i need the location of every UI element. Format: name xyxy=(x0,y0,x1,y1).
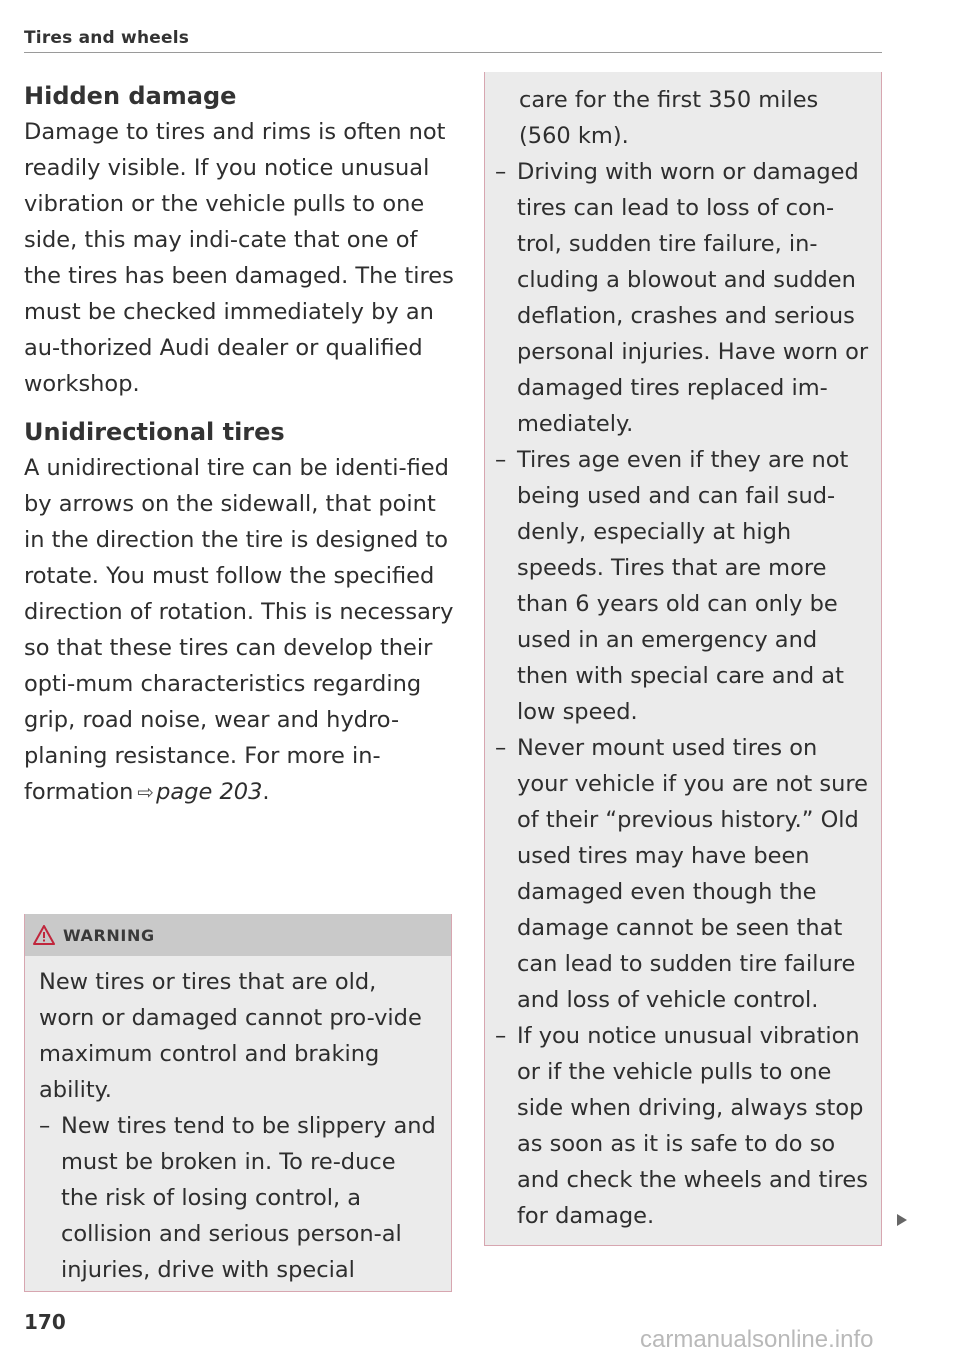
warning-triangle-icon xyxy=(33,925,55,945)
bullet-dash: – xyxy=(495,735,507,761)
warning-bullet xyxy=(39,1108,437,1288)
left-column xyxy=(24,78,454,810)
bullet-text: If you notice unusual vibration or if the vehicle pulls to one side when driving, always stop as soon as it is safe to do so and check the wheels and tires for damage. xyxy=(517,1023,868,1229)
warning-bullet xyxy=(495,442,871,730)
warning-bullet xyxy=(495,154,871,442)
bullet-dash: – xyxy=(495,159,507,185)
bullet-dash: – xyxy=(39,1113,51,1139)
bullet-dash: – xyxy=(495,1023,507,1049)
warning-box xyxy=(24,914,452,1292)
link-suffix: . xyxy=(262,779,270,805)
unidirectional-tires-body: A unidirectional tire can be identi-fied by arrows on the sidewall, that point in the direction the tire is designed to rotate. You must follow the specified direction of rotation. This is necessary so that these tires can develop their opti-mum characteristics regarding grip, road noise, wear and hydro-planing resistance. For more in-formation xyxy=(24,455,454,805)
bullet-dash: – xyxy=(495,447,507,473)
bullet-text: Driving with worn or damaged tires can lead to loss of con-trol, sudden tire failure, in-cluding a blowout and sudden deflation, crashes and serious personal injuries. Have worn or damaged tires replaced im-mediately. xyxy=(517,159,869,437)
hidden-damage-text: Damage to tires and rims is often not readily visible. If you notice unusual vibration or the vehicle pulls to one side, this may indi-cate that one of the tires has been damaged. The tires must be checked immediately by an au-thorized Audi dealer or qualified workshop. xyxy=(24,119,454,397)
unidirectional-tires-heading: Unidirectional tires xyxy=(24,418,285,446)
page-number: 170 xyxy=(24,1310,66,1334)
unidirectional-tires-text xyxy=(24,450,454,810)
arrow-right-icon: ⇨ xyxy=(137,780,155,804)
warning-bullet xyxy=(495,730,871,1018)
continue-arrow-icon xyxy=(897,1214,907,1226)
bullet-text: New tires tend to be slippery and must be broken in. To re-duce the risk of losing control, a collision and serious person-al injuries, drive with special xyxy=(61,1113,436,1283)
warning-header xyxy=(25,914,451,956)
bullet-text: Never mount used tires on your vehicle if you are not sure of their “previous history.” Old used tires may have been damaged even though the damage cannot be seen that can lead to sudden tire failure and loss of vehicle control. xyxy=(517,735,868,1013)
bullet-continuation: care for the first 350 miles (560 km). xyxy=(519,87,819,149)
page-reference-link[interactable]: page 203 xyxy=(156,779,263,805)
warning-label: WARNING xyxy=(63,925,155,945)
bullet-text: Tires age even if they are not being used and can fail sud-denly, especially at high speeds. Tires that are more than 6 years old can only be used in an emergency and then with special care and at low speed. xyxy=(517,447,849,725)
watermark: carmanualsonline.info xyxy=(640,1326,874,1353)
section-header: Tires and wheels xyxy=(24,28,190,48)
warning-bullet xyxy=(495,1018,871,1234)
hidden-damage-heading: Hidden damage xyxy=(24,82,237,110)
warning-intro: New tires or tires that are old, worn or damaged cannot pro-vide maximum control and braking ability. xyxy=(39,969,422,1103)
header-divider xyxy=(24,52,882,53)
warning-content xyxy=(25,956,451,1288)
warning-box-continued xyxy=(484,72,882,1246)
